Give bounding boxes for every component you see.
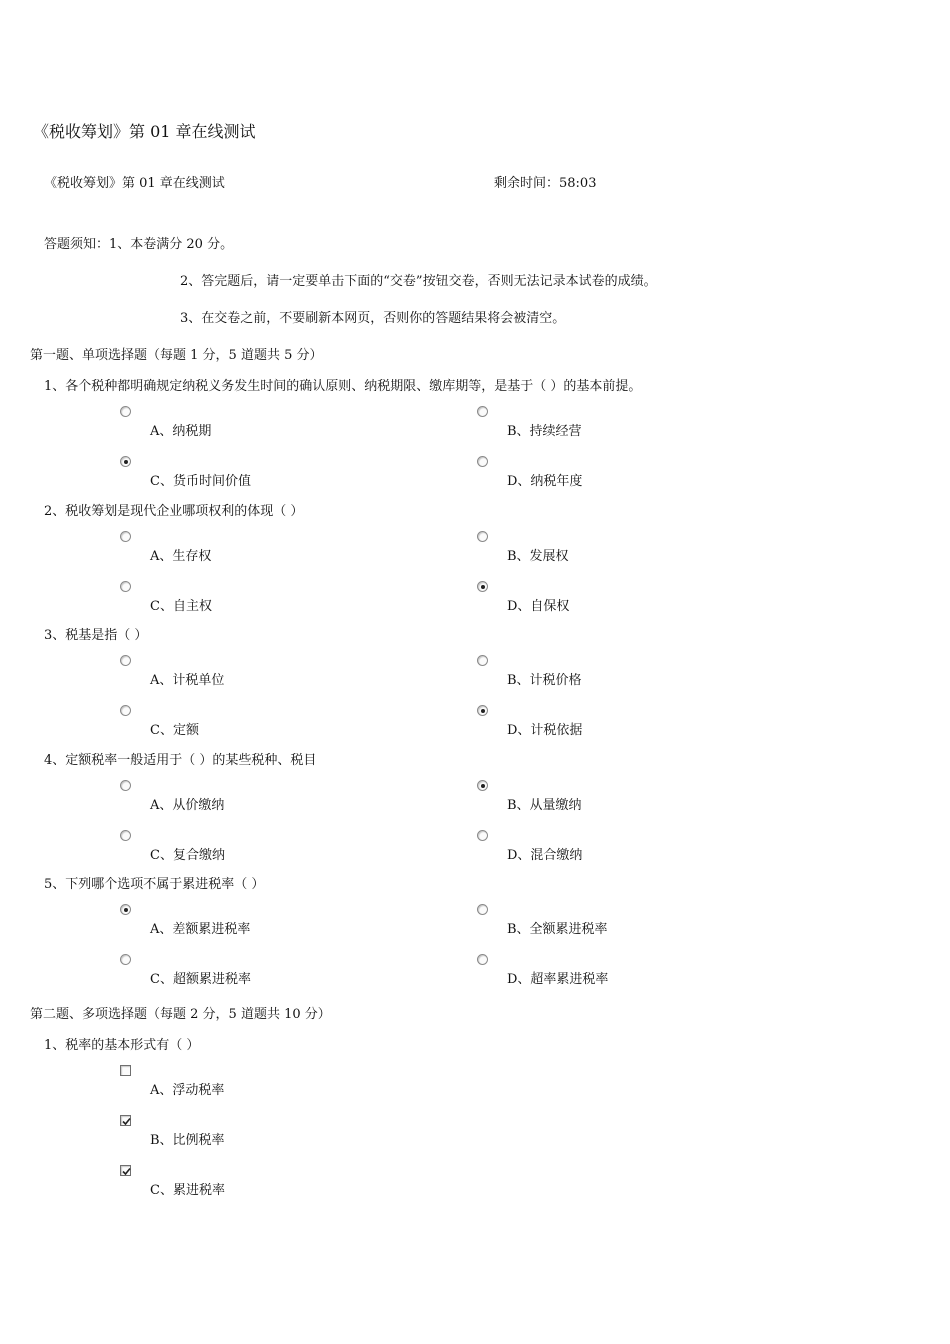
checkbox[interactable] bbox=[120, 1165, 131, 1176]
option-label: D、计税依据 bbox=[507, 723, 583, 738]
option-label: A、计税单位 bbox=[150, 673, 225, 688]
radio-button[interactable] bbox=[120, 655, 131, 666]
check-icon bbox=[121, 1166, 132, 1177]
radio-button[interactable] bbox=[120, 830, 131, 841]
option-label: C、定额 bbox=[150, 723, 199, 738]
instruction-2: 2、答完题后，请一定要单击下面的“交卷”按钮交卷，否则无法记录本试卷的成绩。 bbox=[180, 274, 657, 289]
radio-button[interactable] bbox=[477, 780, 488, 791]
checkbox[interactable] bbox=[120, 1115, 131, 1126]
question-text: 3、税基是指（ ） bbox=[44, 628, 148, 643]
instruction-3: 3、在交卷之前，不要刷新本网页，否则你的答题结果将会被清空。 bbox=[180, 311, 566, 326]
radio-button[interactable] bbox=[477, 531, 488, 542]
radio-button[interactable] bbox=[120, 780, 131, 791]
radio-button[interactable] bbox=[477, 705, 488, 716]
option-label: C、超额累进税率 bbox=[150, 972, 251, 987]
radio-button[interactable] bbox=[477, 904, 488, 915]
option-label: C、自主权 bbox=[150, 599, 212, 614]
option-label: C、复合缴纳 bbox=[150, 848, 225, 863]
question-text: 4、定额税率一般适用于（ ）的某些税种、税目 bbox=[44, 753, 317, 768]
instruction-1: 答题须知：1、本卷满分 20 分。 bbox=[44, 237, 234, 252]
option-label: B、持续经营 bbox=[507, 424, 582, 439]
radio-button[interactable] bbox=[120, 456, 131, 467]
radio-button[interactable] bbox=[477, 456, 488, 467]
option-label: C、累进税率 bbox=[150, 1183, 225, 1198]
option-label: A、从价缴纳 bbox=[150, 798, 225, 813]
radio-button[interactable] bbox=[477, 655, 488, 666]
radio-button[interactable] bbox=[120, 904, 131, 915]
radio-button[interactable] bbox=[477, 406, 488, 417]
question-text: 2、税收筹划是现代企业哪项权利的体现（ ） bbox=[44, 504, 304, 519]
option-label: D、纳税年度 bbox=[507, 474, 583, 489]
checkbox[interactable] bbox=[120, 1065, 131, 1076]
option-label: C、货币时间价值 bbox=[150, 474, 251, 489]
radio-button[interactable] bbox=[120, 705, 131, 716]
check-icon bbox=[121, 1116, 132, 1127]
question-text: 1、各个税种都明确规定纳税义务发生时间的确认原则、纳税期限、缴库期等，是基于（ ）的基本前提。 bbox=[44, 379, 642, 394]
option-label: A、浮动税率 bbox=[150, 1083, 225, 1098]
radio-button[interactable] bbox=[477, 581, 488, 592]
question-text: 5、下列哪个选项不属于累进税率（ ） bbox=[44, 877, 265, 892]
radio-button[interactable] bbox=[120, 406, 131, 417]
option-label: D、混合缴纳 bbox=[507, 848, 583, 863]
option-label: A、差额累进税率 bbox=[150, 922, 251, 937]
radio-button[interactable] bbox=[477, 830, 488, 841]
section-title-1: 第一题、单项选择题（每题 1 分，5 道题共 5 分） bbox=[30, 348, 323, 363]
page-title: 《税收筹划》第 01 章在线测试 bbox=[33, 122, 256, 141]
option-label: B、从量缴纳 bbox=[507, 798, 582, 813]
option-label: B、比例税率 bbox=[150, 1133, 225, 1148]
option-label: A、生存权 bbox=[150, 549, 212, 564]
radio-button[interactable] bbox=[477, 954, 488, 965]
option-label: B、发展权 bbox=[507, 549, 569, 564]
radio-button[interactable] bbox=[120, 531, 131, 542]
option-label: A、纳税期 bbox=[150, 424, 212, 439]
radio-button[interactable] bbox=[120, 954, 131, 965]
option-label: D、超率累进税率 bbox=[507, 972, 609, 987]
question-text: 1、税率的基本形式有（ ） bbox=[44, 1038, 200, 1053]
radio-button[interactable] bbox=[120, 581, 131, 592]
option-label: B、计税价格 bbox=[507, 673, 582, 688]
option-label: D、自保权 bbox=[507, 599, 570, 614]
exam-title: 《税收筹划》第 01 章在线测试 bbox=[44, 176, 225, 191]
option-label: B、全额累进税率 bbox=[507, 922, 608, 937]
remaining-time: 剩余时间：58:03 bbox=[494, 176, 597, 191]
section-title-2: 第二题、多项选择题（每题 2 分，5 道题共 10 分） bbox=[30, 1007, 331, 1022]
